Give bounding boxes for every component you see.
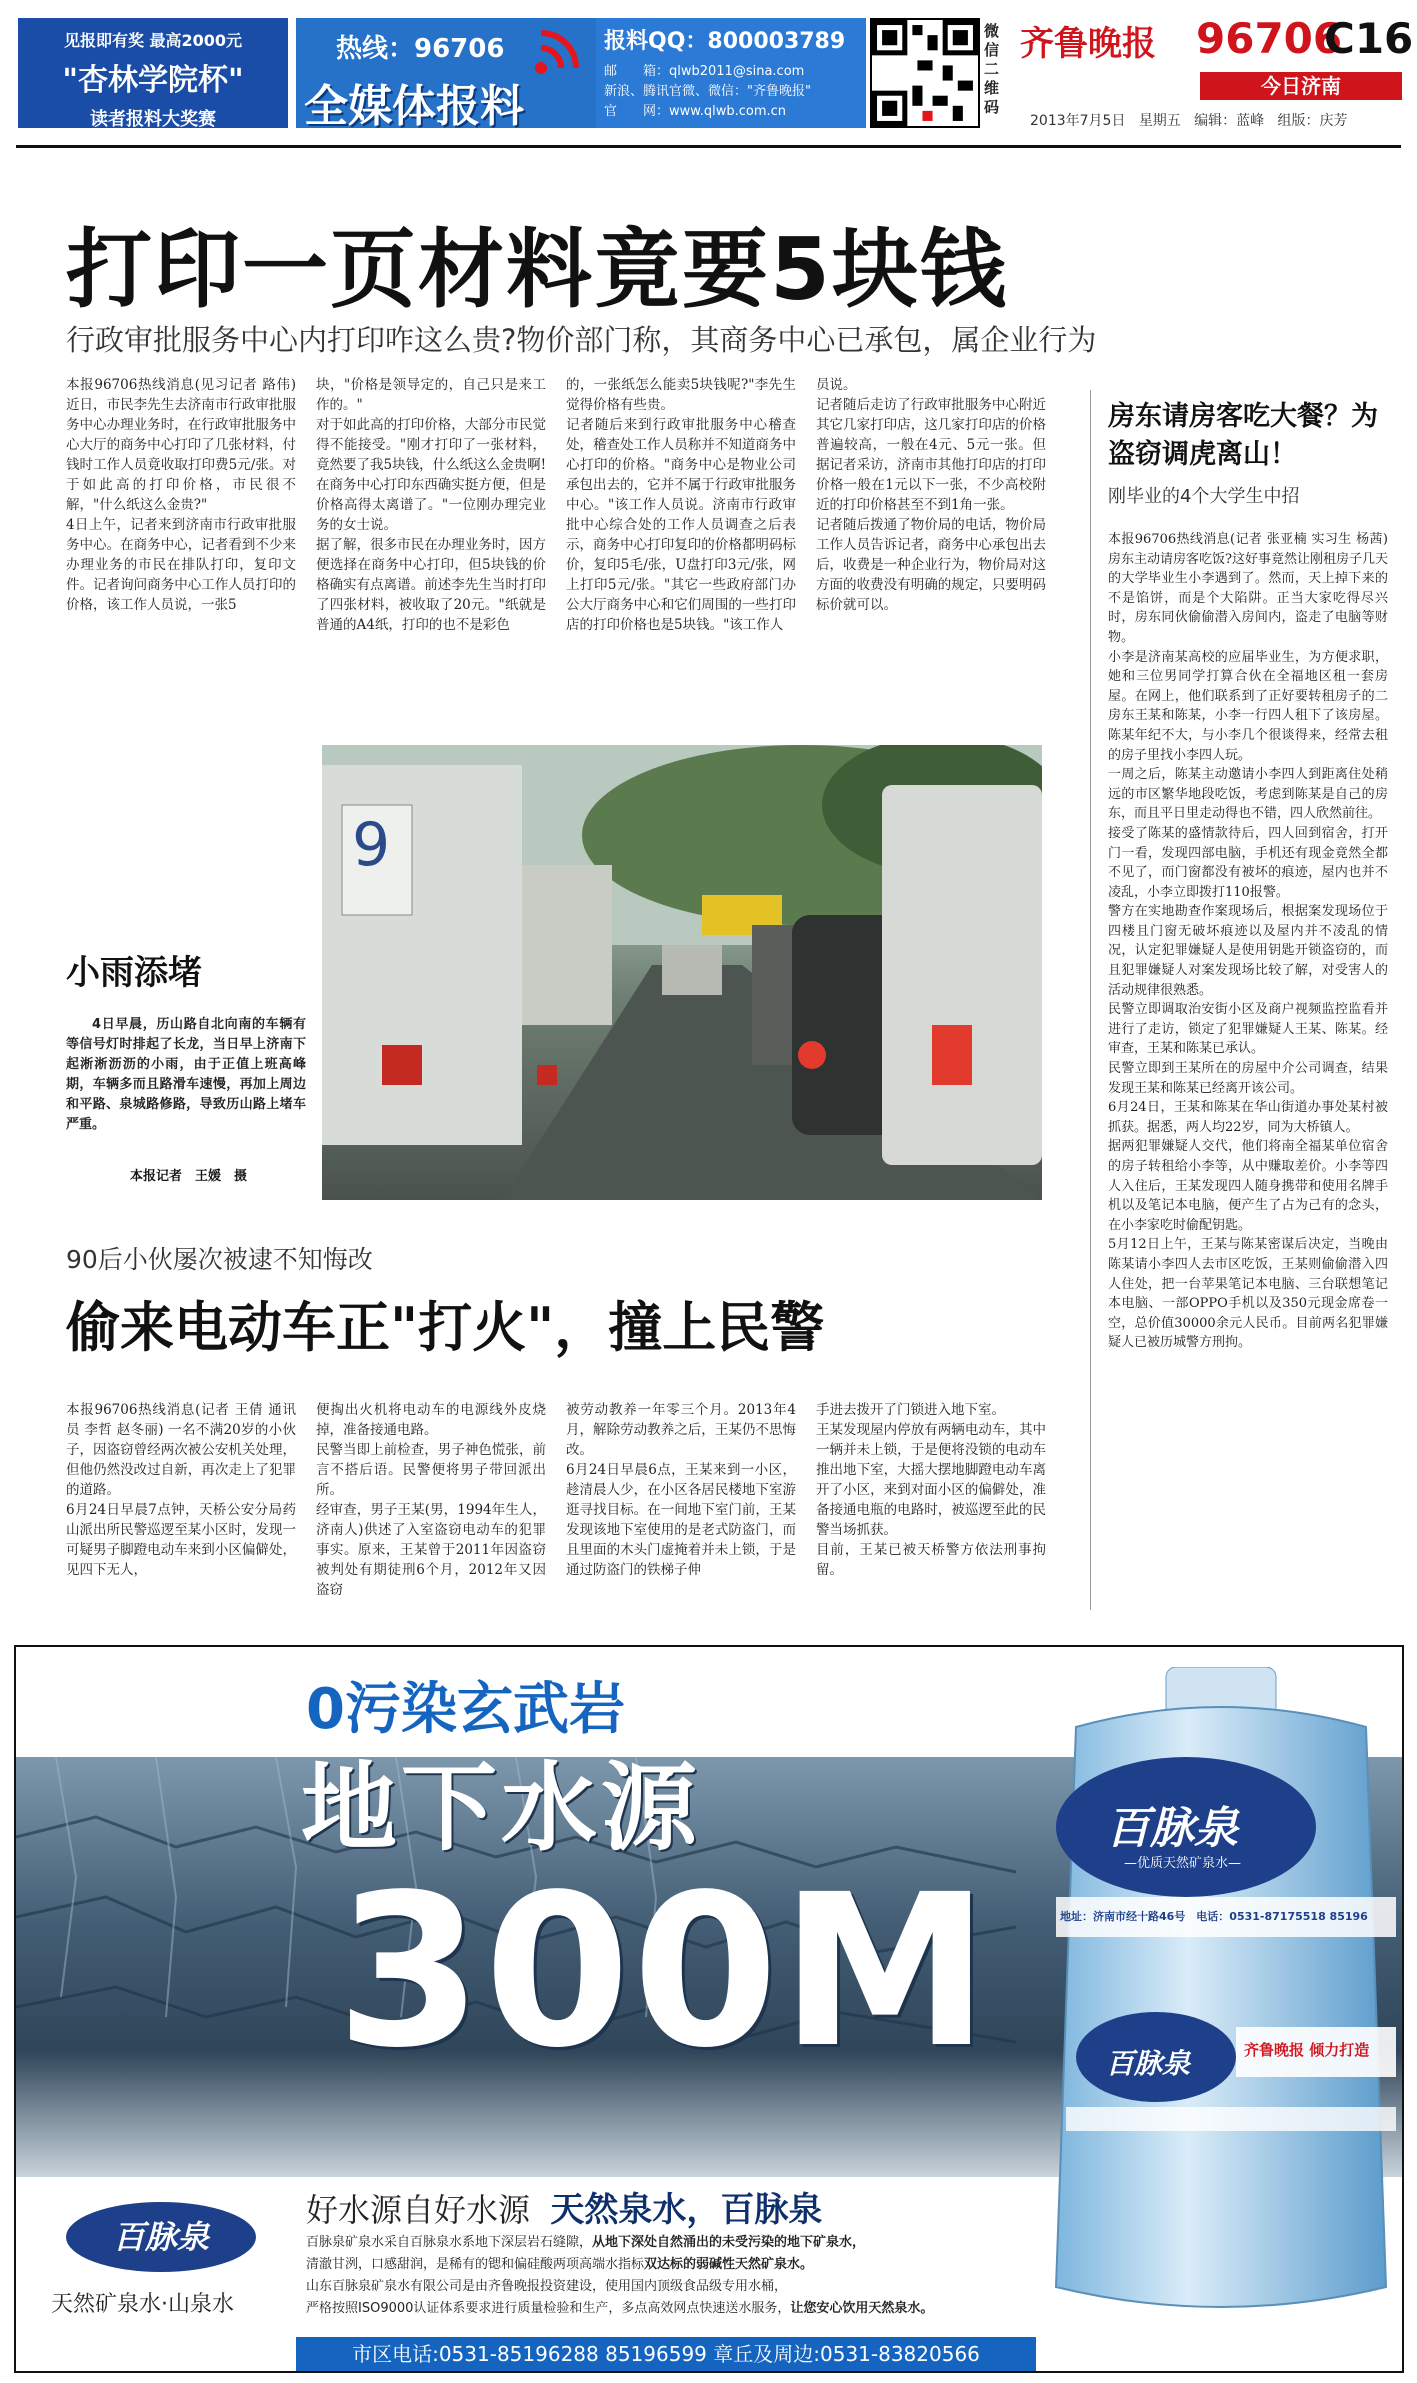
bottle-tag: 齐鲁晚报 倾力打造 xyxy=(1244,2041,1370,2059)
photo-title: 小雨添堵 xyxy=(66,953,202,993)
ad-desc1-bold: 从地下深处自然涌出的未受污染的地下矿泉水， xyxy=(592,2235,866,2250)
promo-box xyxy=(18,18,288,128)
qq-label: 报料QQ：800003789 xyxy=(604,29,846,54)
traffic-photo-drawing xyxy=(322,745,1042,1200)
hotline-box xyxy=(296,18,596,132)
water-bottle xyxy=(1036,1667,1404,2327)
hotline-label: 热线：96706 xyxy=(336,34,505,64)
main-col-4: 员说。 记者随后走访了行政审批服务中心附近其它几家打印店，这几家打印店的价格普遍较高，一般在4元、5元一张。但据记者采访，济南市其他打印店的打印价格一般在1元以下一张，不少高校附近的打印价格甚至不到1角一张。 记者随后拨通了物价局的电话，物价局工作人员告诉记者，商务中心承包出去后，收费是一种企业行为，物价局对这方面的收费没有明确的规定，只要明码标价就可以。 xyxy=(816,377,1046,613)
layout-editor: 组版：庆芳 xyxy=(1277,113,1348,129)
bottle-brand-2: 百脉泉 xyxy=(1106,2047,1191,2080)
brand-logo-text: 百脉泉 xyxy=(112,2218,209,2256)
ad-tag-top: 0污染玄武岩 xyxy=(306,1677,625,1742)
qr-code xyxy=(870,18,980,128)
main-col-3: 的，一张纸怎么能卖5块钱呢?"李先生觉得价格有些贵。 记者随后来到行政审批服务中心稽查处，稽查处工作人员称并不知道商务中心打印的价格。"商务中心是物业公司承包出去的，它并不属于行政审批服务中心。"该工作人员说。济南市行政审批中心综合处的工作人员调查之后表示，商务中心打印复印的价格都明码标价，复印5毛/张，U盘打印3元/张，网上打印5元/张。"其它一些政府部门办公大厅商务中心和它们周围的一些打印店的打印价格也是5块钱。"该工作人 xyxy=(566,377,796,633)
ad-phones: 市区电话:0531-85196288 85196599 章丘及周边:0531-83820566 xyxy=(352,2342,980,2366)
promo-line3: 读者报料大奖赛 xyxy=(90,109,216,130)
bottle-brand-sub: —优质天然矿泉水— xyxy=(1124,1856,1242,1871)
bottle-label: 地址：济南市经十路46号 电话：0531-87175518 85196 xyxy=(1060,1910,1368,1923)
brand-sub: 天然矿泉水·山泉水 xyxy=(51,2292,234,2317)
promo-line1: 见报即有奖 最高2000元 xyxy=(63,31,243,50)
ad-description xyxy=(306,2232,1036,2320)
ad-big-line: 地下水源 xyxy=(301,1752,701,1864)
side-headline: 房东请房客吃大餐？为盗窃调虎离山！ xyxy=(1108,401,1378,470)
paper-hotline: 96706 xyxy=(1196,14,1343,63)
bottle-brand: 百脉泉 xyxy=(1106,1803,1238,1854)
promo-title: "杏林学院杯" xyxy=(62,63,244,98)
main-col-2: 块，"价格是领导定的，自己只是来工作的。" 对于如此高的打印价格，大部分市民觉得不能接受。"刚才打印了一张材料，竟然要了我5块钱，什么纸这么金贵啊!在商务中心打印东西确实挺方便，但是价格高得太离谱了。"一位刚办理完业务的女士说。 据了解，很多市民在办理业务时，因方便选择在商务中心打印，但5块钱的价格确实有点离谱。前述李先生当时打印了四张材料，被收取了20元。"纸就是普通的A4纸，打印的也不是彩色 xyxy=(316,377,546,633)
website-line: 官 网：www.qlwb.com.cn xyxy=(604,104,787,119)
page-code: C16 xyxy=(1324,14,1414,63)
water-bottle-drawing xyxy=(1036,1667,1404,2327)
section-name: 今日济南 xyxy=(1261,74,1341,98)
ad-desc1: 百脉泉矿泉水采自百脉泉水系地下深层岩石缝隙， xyxy=(306,2235,593,2250)
contact-box xyxy=(596,18,866,128)
ad-desc4-bold: 让您安心饮用天然泉水。 xyxy=(790,2301,934,2316)
ad-desc4: 严格按照ISO9000认证体系要求进行质量检验和生产，多点高效网点快速送水服务， xyxy=(306,2301,791,2316)
masthead xyxy=(0,0,1417,150)
ad-slogan-b: 天然泉水，百脉泉 xyxy=(550,2190,823,2230)
section-bar xyxy=(1200,72,1402,100)
date-line xyxy=(1030,110,1410,130)
date: 2013年7月5日 xyxy=(1030,113,1126,129)
ad-slogan xyxy=(306,2182,822,2231)
qr-caption: 微信二维码 xyxy=(984,22,1000,116)
side-divider xyxy=(1090,390,1091,1610)
ad-slogan-a: 好水源自好水源 xyxy=(306,2191,531,2229)
photo-caption: 4日早晨，历山路自北向南的车辆有等信号灯时排起了长龙，当日早上济南下起淅淅沥沥的小雨，由于正值上班高峰期，车辆多而且路滑车速慢，再加上周边和平路、泉城路修路，导致历山路上堵车严重。 xyxy=(66,1017,306,1132)
story2-col-1: 本报96706热线消息(记者 王倩 通讯员 李哲 赵冬丽) 一名不满20岁的小伙子，因盗窃曾经两次被公安机关处理，但他仍然没改过自新，再次走上了犯罪的道路。 6月24日早晨7点钟，天桥公安分局药山派出所民警巡逻至某小区时，发现一可疑男子脚蹬电动车来到小区偏僻处，见四下无人， xyxy=(66,1402,296,1578)
email-line: 邮 箱：qlwb2011@sina.com xyxy=(604,64,805,79)
main-col-1: 本报96706热线消息(见习记者 路伟) 近日，市民李先生去济南市行政审批服务中心办理业务时，在行政审批服务中心大厅的商务中心打印了几张材料，付钱时工作人员竟收取打印费5元/张。对于如此高的打印价格，市民很不解，"什么纸这么金贵?" 4日上午，记者来到济南市行政审批服务中心。在商务中心，记者看到不少来办理业务的市民在排队打印，复印文件。记者询问商务中心工作人员打印的价格，该工作人员说，一张5 xyxy=(66,377,296,613)
story2-col-3: 被劳动教养一年零三个月。2013年4月，解除劳动教养之后，王某仍不思悔改。 6月24日早晨6点，王某来到一小区，趁清晨人少，在小区各居民楼地下室游逛寻找目标。在一间地下室门前，王某发现该地下室使用的是老式防盗门，而且里面的木头门虚掩着并未上锁，于是通过防盗门的铁梯子伸 xyxy=(566,1402,796,1578)
traffic-photo xyxy=(322,745,1042,1200)
photo-credit: 本报记者 王媛 摄 xyxy=(130,1169,248,1184)
media-banner: 全媒体报料 xyxy=(304,81,524,132)
ad-depth: 300M xyxy=(336,1849,992,2094)
story2-kicker: 90后小伙屡次被逮不知悔改 xyxy=(66,1245,373,1274)
weekday: 星期五 xyxy=(1138,113,1181,129)
main-headline: 打印一页材料竟要5块钱 xyxy=(66,220,1008,320)
story2-col-2: 便掏出火机将电动车的电源线外皮烧掉，准备接通电路。 民警当即上前检查，男子神色慌张，前言不搭后语。民警便将男子带回派出所。 经审查，男子王某(男，1994年生人，济南人)供述了入室盗窃电动车的犯罪事实。原来，王某曾于2011年因盗窃被判处有期徒刑6个月，2012年又因盗窃 xyxy=(316,1402,546,1598)
story2-headline: 偷来电动车正"打火"，撞上民警 xyxy=(66,1296,825,1359)
signal-icon xyxy=(531,23,591,78)
story2-col-4: 手进去拨开了门锁进入地下室。 王某发现屋内停放有两辆电动车，其中一辆并未上锁，于是便将没锁的电动车推出地下室，大摇大摆地脚蹬电动车离开了小区，来到对面小区的偏僻处，准备接通电瓶的电路时，被巡逻至此的民警当场抓获。 目前，王某已被天桥警方依法刑事拘留。 xyxy=(816,1402,1046,1578)
ad-desc2: 清澈甘洌，口感甜润，是稀有的锶和偏硅酸两项高端水指标 xyxy=(306,2257,645,2272)
ad-desc3: 山东百脉泉矿泉水有限公司是由齐鲁晚报投资建设，使用国内顶级食品级专用水桶， xyxy=(306,2279,788,2294)
brand-logo xyxy=(66,2202,256,2272)
ad-border xyxy=(14,1645,1404,2373)
weibo-line: 新浪、腾讯官微、微信："齐鲁晚报" xyxy=(604,84,811,99)
paper-name: 齐鲁晚报 xyxy=(1020,24,1156,64)
masthead-rule xyxy=(16,145,1401,148)
svg-text:9: 9 xyxy=(352,810,391,880)
main-subheadline: 行政审批服务中心内打印咋这么贵?物价部门称，其商务中心已承包，属企业行为 xyxy=(66,323,1097,357)
ad-phone-bar xyxy=(296,2337,1036,2371)
editor: 编辑：蓝峰 xyxy=(1194,113,1265,129)
side-subheadline: 刚毕业的4个大学生中招 xyxy=(1108,486,1300,507)
side-body: 本报96706热线消息(记者 张亚楠 实习生 杨茜) 房东主动请房客吃饭?这好事竟然让刚租房子几天的大学毕业生小李遇到了。然而，天上掉下来的不是馅饼，而是个大陷阱。正当大家吃得尽兴时，房东同伙偷偷潜入房间内，盗走了电脑等财物。 小李是济南某高校的应届毕业生，为方便求职，她和三位男同学打算合伙在全福地区租一套房屋。在网上，他们联系到了正好要转租房子的二房东王某和陈某，小李一行四人租下了该房屋。陈某年纪不大，与小李几个很谈得来，经常去租的房子里找小李四人玩。 一周之后，陈某主动邀请小李四人到距离住处稍远的市区繁华地段吃饭，考虑到陈某是自己的房东，而且平日里走动得也不错，四人欣然前往。 接受了陈某的盛情款待后，四人回到宿舍，打开门一看，发现四部电脑，手机还有现金竟然全都不见了，而门窗都没有被坏的痕迹，屋内也并不凌乱，小李立即拨打110报警。 警方在实地勘查作案现场后，根据案发现场位于四楼且门窗无破坏痕迹以及屋内并不凌乱的情况，认定犯罪嫌疑人是使用钥匙开锁盗窃的，而且犯罪嫌疑人对案发现场比较了解，对受害人的活动规律很熟悉。 民警立即调取治安街小区及商户视频监控监看并进行了走访，锁定了犯罪嫌疑人王某、陈某。经审查，王某和陈某已承认。 民警立即到王某所在的房屋中介公司调查，结果发现王某和陈某已经离开该公司。 6月24日，王某和陈某在华山街道办事处某村被抓获。据悉，两人均22岁，同为大桥镇人。 据两犯罪嫌疑人交代，他们将南全福某单位宿舍的房子转租给小李等，从中赚取差价。小李等四人入住后，王某发现四人随身携带和使用名牌手机以及笔记本电脑，便产生了占为己有的念头，在小李家吃时偷配钥匙。 5月12日上午，王某与陈某密谋后决定，当晚由陈某请小李四人去市区吃饭，王某则偷偷潜入四人住处，把一台苹果笔记本电脑、三台联想笔记本电脑、一部OPPO手机以及350元现金席卷一空，总价值30000余元人民币。目前两名犯罪嫌疑人已被历城警方刑拘。 xyxy=(1108,532,1388,1351)
ad-desc2-bold: 双达标的弱碱性天然矿泉水。 xyxy=(644,2257,814,2272)
qr-pattern-icon xyxy=(872,20,978,126)
